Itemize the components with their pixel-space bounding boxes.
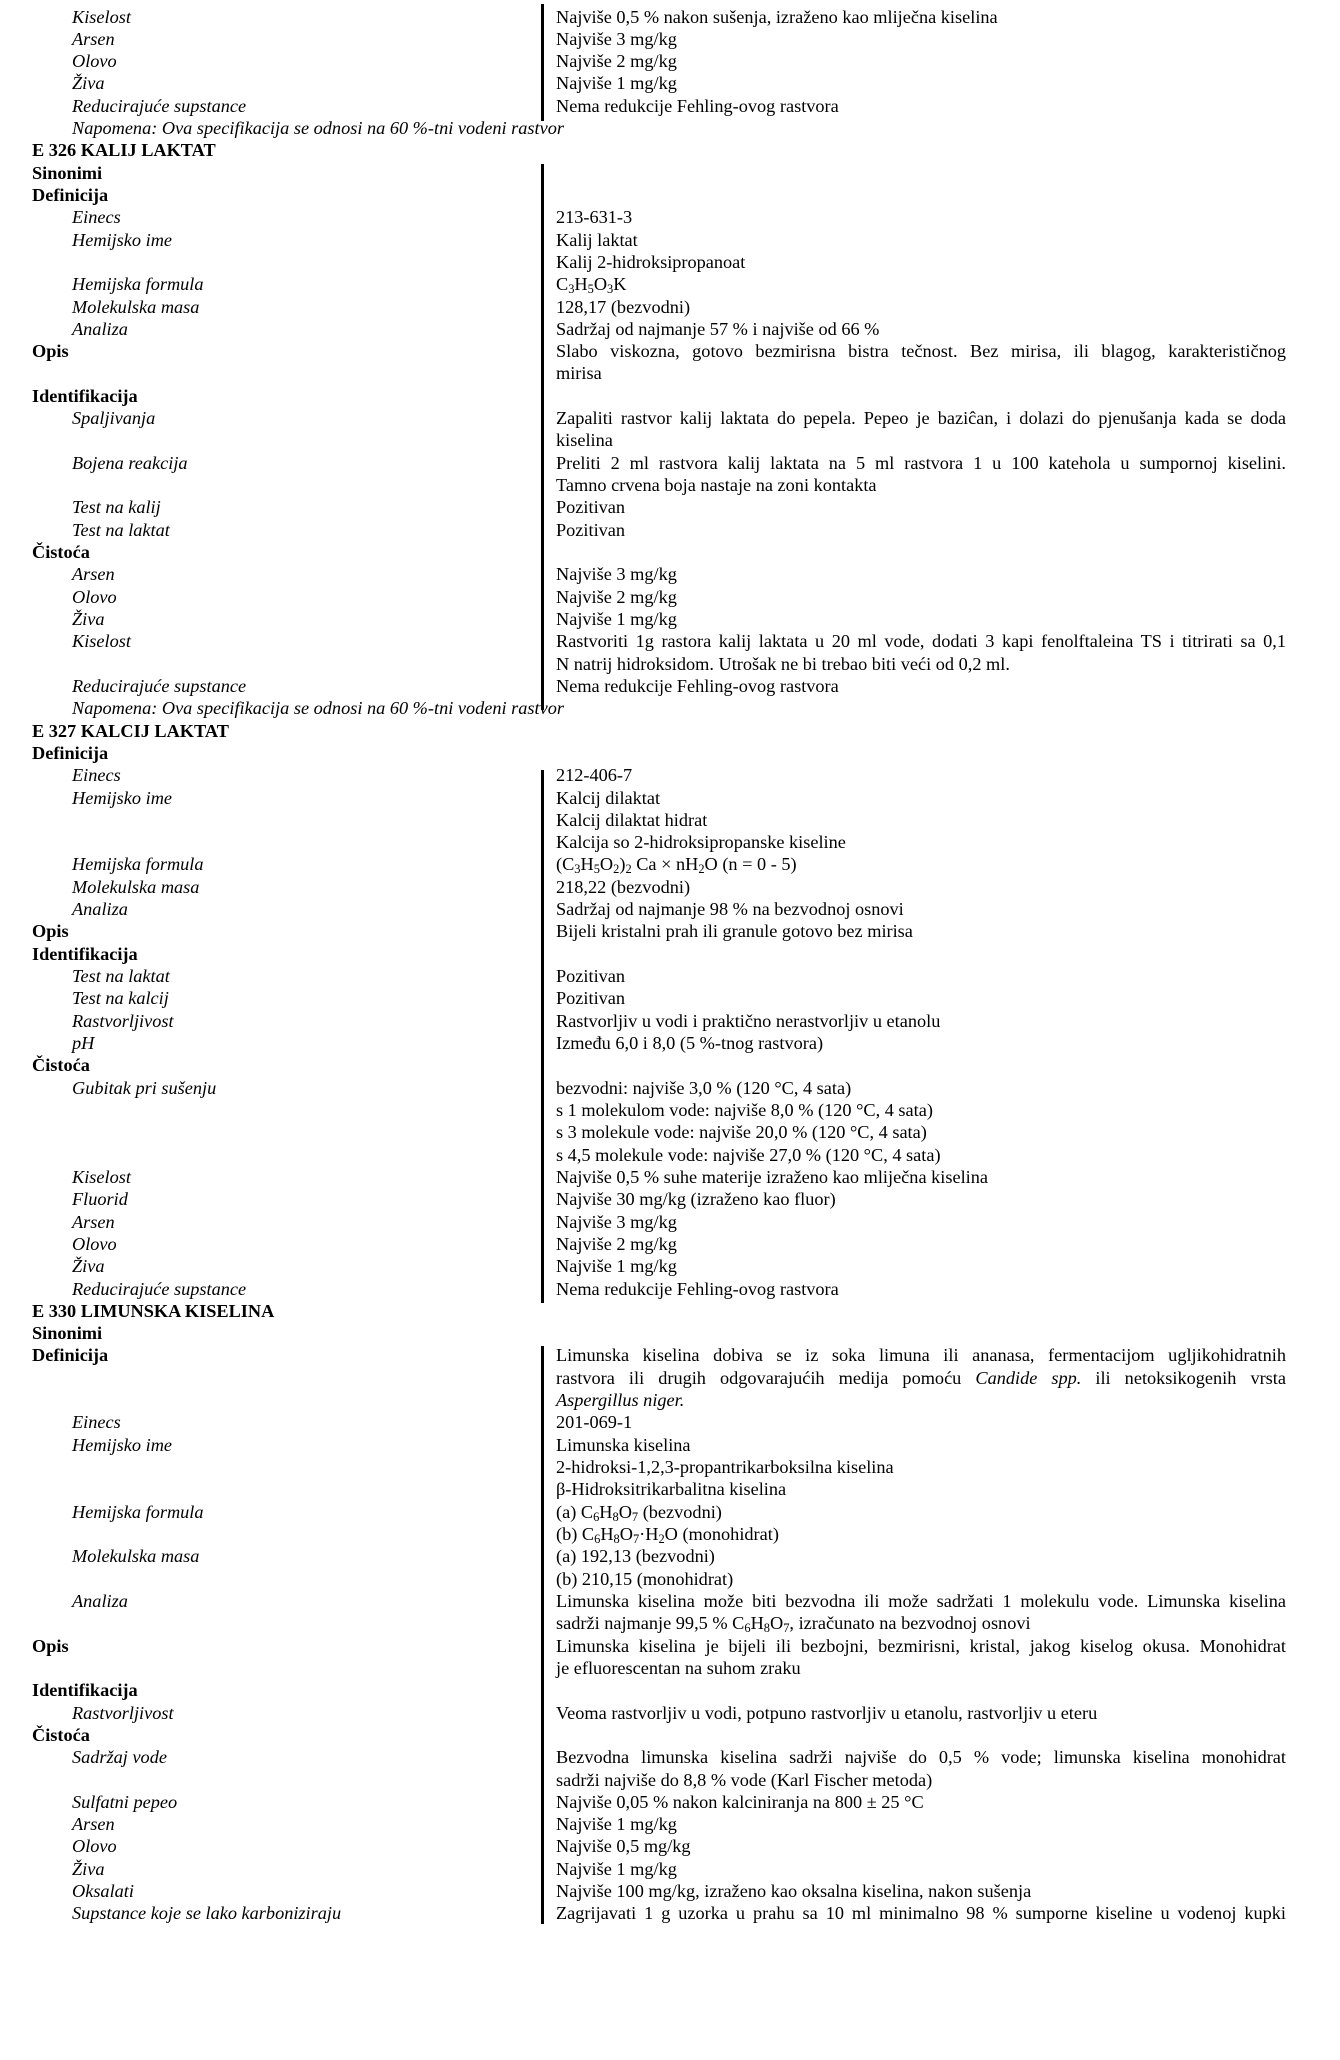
field-value: Najviše 3 mg/kg [556,1212,677,1232]
field-value: 201-069-1 [556,1412,633,1432]
field-value: Veoma rastvorljiv u vodi, potpuno rastvorljiv u etanolu, rastvorljiv u eteru [556,1703,1098,1723]
heading-definicija: Definicija [32,743,109,763]
field-label: Olovo [72,1836,117,1856]
field-label: pH [72,1033,95,1053]
specification-note: Napomena: Ova specifikacija se odnosi na 60 %-tni vodeni rastvor [72,118,564,138]
field-value: $(C_3H_5O_2)_2$ $Ca \times nH_2O$ (n = 0 - 5) [556,854,797,877]
field-label: Arsen [72,1212,115,1232]
field-value: Kalij 2-hidroksipropanoat [556,252,746,272]
field-label: Analiza [72,319,128,339]
field-value: Najviše 3 mg/kg [556,29,677,49]
field-label: Einecs [72,765,121,785]
field-value: (a) $C_6H_8O_7$ (bezvodni) [556,1502,722,1525]
field-value: sadrži najmanje 99,5 % $C_6H_8O_7$, izračunato na bezvodnoj osnovi [556,1613,1031,1636]
field-label: Einecs [72,207,121,227]
field-label: Oksalati [72,1881,134,1901]
field-value: Najviše 1 mg/kg [556,1859,677,1879]
heading-cistoca: Čistoća [32,542,90,562]
field-label: Živa [72,609,105,629]
field-value: Najviše 0,05 % nakon kalciniranja na 800 ± 25 °C [556,1792,924,1812]
field-value: Nema redukcije Fehling-ovog rastvora [556,96,839,116]
field-label: Reducirajuće supstance [72,96,247,116]
field-label: Kiselost [72,7,131,27]
field-label: Test na laktat [72,520,170,540]
field-label: Kiselost [72,631,131,651]
field-value: Najviše 1 mg/kg [556,1814,677,1834]
section-title-e326: E 326 KALIJ LAKTAT [32,140,216,160]
field-value: Tamno crvena boja nastaje na zoni kontakta [556,475,877,495]
field-value: Najviše 0,5 % nakon sušenja, izraženo kao mliječna kiselina [556,7,998,27]
heading-identifikacija: Identifikacija [32,386,138,406]
heading-opis: Opis [32,921,69,941]
field-label: Molekulska masa [72,877,200,897]
field-value: Pozitivan [556,966,626,986]
field-label: Rastvorljivost [72,1703,174,1723]
field-value: Najviše 1 mg/kg [556,609,677,629]
heading-cistoca: Čistoća [32,1055,90,1075]
field-label: Hemijsko ime [72,788,173,808]
heading-opis: Opis [32,1636,69,1656]
field-label: Fluorid [72,1189,128,1209]
field-label: Bojena reakcija [72,453,188,473]
field-value: Sadržaj od najmanje 57 % i najviše od 66 % [556,319,880,339]
field-label: Hemijska formula [72,274,204,294]
field-value: Kalcij dilaktat hidrat [556,810,708,830]
field-value: Najviše 2 mg/kg [556,1234,677,1254]
field-label: Arsen [72,1814,115,1834]
field-value: β-Hidroksitrikarbalitna kiselina [556,1479,787,1499]
field-value: Limunska kiselina [556,1435,691,1455]
field-value: mirisa [556,363,602,383]
field-label: Rastvorljivost [72,1011,174,1031]
heading-definicija: Definicija [32,1345,109,1365]
field-value: je efluorescentan na suhom zraku [556,1658,801,1678]
field-value: (a) 192,13 (bezvodni) [556,1546,715,1566]
field-value: 128,17 (bezvodni) [556,297,691,317]
field-value: Limunska kiselina je bijeli ili bezbojni, bezmirisni, kristal, jakog kiselog okusa. Monohidrat [556,1636,1286,1656]
field-value: (b) 210,15 (monohidrat) [556,1569,734,1589]
field-value: bezvodni: najviše 3,0 % (120 °C, 4 sata) [556,1078,852,1098]
field-value: Najviše 100 mg/kg, izraženo kao oksalna kiselina, nakon sušenja [556,1881,1032,1901]
heading-identifikacija: Identifikacija [32,1680,138,1700]
field-label: Živa [72,1859,105,1879]
field-label: Hemijsko ime [72,1435,173,1455]
field-label: Sulfatni pepeo [72,1792,178,1812]
section-title-e330: E 330 LIMUNSKA KISELINA [32,1301,275,1321]
heading-cistoca: Čistoća [32,1725,90,1745]
heading-identifikacija: Identifikacija [32,944,138,964]
field-value: 212-406-7 [556,765,633,785]
field-value: Bezvodna limunska kiselina sadrži najviše do 0,5 % vode; limunska kiselina monohidrat [556,1747,1286,1767]
field-label: Sadržaj vode [72,1747,167,1767]
section-title-e327: E 327 KALCIJ LAKTAT [32,721,229,741]
field-value: sadrži najviše do 8,8 % vode (Karl Fischer metoda) [556,1770,933,1790]
field-value: Zagrijavati 1 g uzorka u prahu sa 10 ml minimalno 98 % sumporne kiseline u vodenoj kupki [556,1903,1286,1923]
field-value: (b) $C_6H_8O_7\cdot H_2O$ (monohidrat) [556,1524,779,1547]
specification-note: Napomena: Ova specifikacija se odnosi na 60 %-tni vodeni rastvor [72,698,564,718]
field-value: Pozitivan [556,520,626,540]
column-rule [541,4,544,121]
field-label: Analiza [72,1591,128,1611]
field-label: Supstance koje se lako karboniziraju [72,1903,342,1923]
field-label: Reducirajuće supstance [72,1279,247,1299]
field-value: 213-631-3 [556,207,633,227]
field-value: Sadržaj od najmanje 98 % na bezvodnoj osnovi [556,899,904,919]
column-rule [541,164,544,710]
heading-sinonimi: Sinonimi [32,1323,103,1343]
field-value: Slabo viskozna, gotovo bezmirisna bistra tečnost. Bez mirisa, ili blagog, karakterističnog [556,341,1286,361]
field-value: Najviše 0,5 % suhe materije izraženo kao mliječna kiselina [556,1167,988,1187]
field-label: Kiselost [72,1167,131,1187]
field-label: Test na kalij [72,497,161,517]
field-label: Test na laktat [72,966,170,986]
field-label: Reducirajuće supstance [72,676,247,696]
field-value: s 3 molekule vode: najviše 20,0 % (120 °C, 4 sata) [556,1122,927,1142]
field-value: Najviše 0,5 mg/kg [556,1836,691,1856]
field-label: Živa [72,73,105,93]
field-value: Kalcija so 2-hidroksipropanske kiseline [556,832,846,852]
heading-definicija: Definicija [32,185,109,205]
field-value: rastvora ili drugih odgovarajućih medija pomoću Candide spp. ili netoksikogenih vrsta [556,1368,1286,1388]
heading-sinonimi: Sinonimi [32,163,103,183]
field-value: Najviše 1 mg/kg [556,73,677,93]
field-label: Molekulska masa [72,1546,200,1566]
field-value: $C_3H_5O_3K$ [556,274,627,297]
field-value: Zapaliti rastvor kalij laktata do pepela. Pepeo je baziĉan, i dolazi do pjenušanja kada se doda [556,408,1286,428]
field-label: Arsen [72,564,115,584]
field-value: Kalcij dilaktat [556,788,661,808]
field-label: Einecs [72,1412,121,1432]
field-value: 2-hidroksi-1,2,3-propantrikarboksilna kiselina [556,1457,894,1477]
field-value: Najviše 2 mg/kg [556,51,677,71]
field-value: 218,22 (bezvodni) [556,877,691,897]
field-value: Najviše 2 mg/kg [556,587,677,607]
field-value: Između 6,0 i 8,0 (5 %-tnog rastvora) [556,1033,824,1053]
field-value: Kalij laktat [556,230,638,250]
heading-opis: Opis [32,341,69,361]
field-value: Limunska kiselina može biti bezvodna ili može sadržati 1 molekulu vode. Limunska kiselina [556,1591,1286,1611]
column-rule [541,1346,544,1924]
field-value: kiselina [556,430,613,450]
field-value: Najviše 1 mg/kg [556,1256,677,1276]
field-value: s 1 molekulom vode: najviše 8,0 % (120 °C, 4 sata) [556,1100,933,1120]
field-value: Pozitivan [556,988,626,1008]
field-value: Najviše 30 mg/kg (izraženo kao fluor) [556,1189,836,1209]
field-value: Pozitivan [556,497,626,517]
field-value: Preliti 2 ml rastvora kalij laktata na 5 ml rastvora 1 u 100 katehola u sumpornoj kiselini. [556,453,1286,473]
field-label: Olovo [72,1234,117,1254]
field-label: Živa [72,1256,105,1276]
field-label: Hemijsko ime [72,230,173,250]
field-value: Nema redukcije Fehling-ovog rastvora [556,1279,839,1299]
field-label: Hemijska formula [72,854,204,874]
field-label: Gubitak pri sušenju [72,1078,217,1098]
column-rule [541,770,544,1303]
field-label: Olovo [72,587,117,607]
field-label: Test na kalcij [72,988,169,1008]
field-label: Arsen [72,29,115,49]
field-value: Limunska kiselina dobiva se iz soka limuna ili ananasa, fermentacijom ugljikohidratnih [556,1345,1286,1365]
field-label: Analiza [72,899,128,919]
field-value: Rastvoriti 1g rastora kalij laktata u 20 ml vode, dodati 3 kapi fenolftaleina TS i titrirati sa 0,1 [556,631,1286,651]
field-value: Najviše 3 mg/kg [556,564,677,584]
field-value: Nema redukcije Fehling-ovog rastvora [556,676,839,696]
field-value: N natrij hidroksidom. Utrošak ne bi trebao biti veći od 0,2 ml. [556,654,1010,674]
field-label: Spaljivanja [72,408,156,428]
field-value: Bijeli kristalni prah ili granule gotovo bez mirisa [556,921,913,941]
field-value: Aspergillus niger. [556,1390,685,1410]
field-label: Molekulska masa [72,297,200,317]
field-value: Rastvorljiv u vodi i praktično nerastvorljiv u etanolu [556,1011,941,1031]
field-label: Olovo [72,51,117,71]
field-value: s 4,5 molekule vode: najviše 27,0 % (120 °C, 4 sata) [556,1145,941,1165]
field-label: Hemijska formula [72,1502,204,1522]
